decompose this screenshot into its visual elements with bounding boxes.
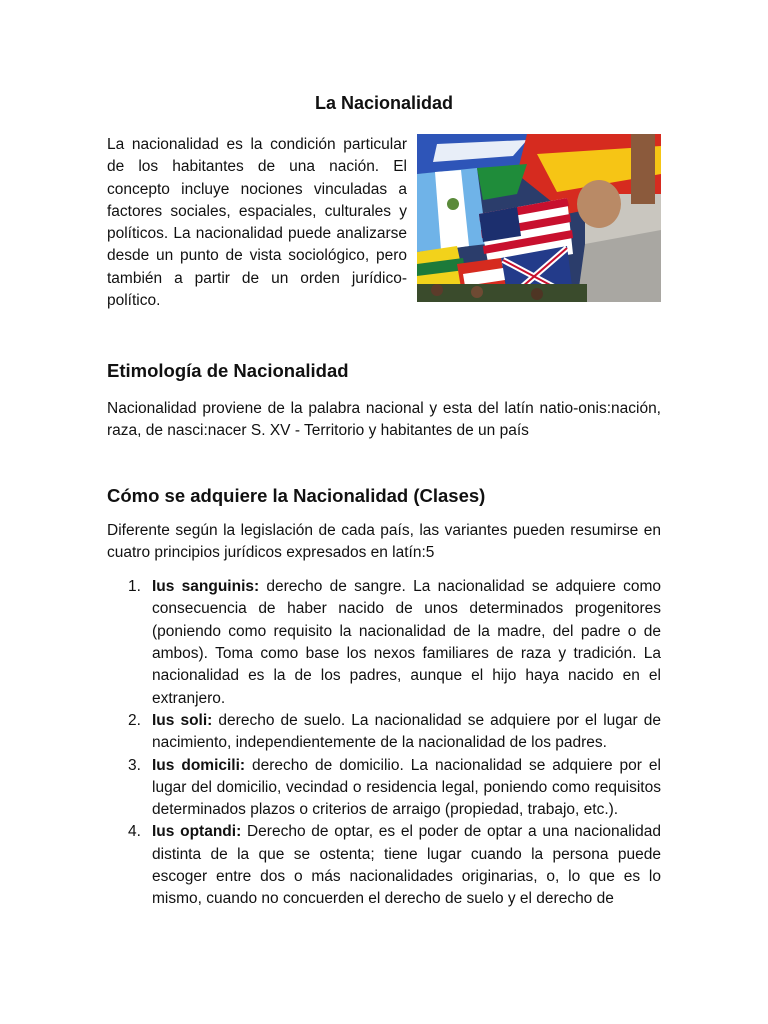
list-item (107, 576, 661, 710)
list-text: derecho de domicilio. La nacionalidad se adquiere por el lugar del domicilio, vecindad o residencia legal, poniendo como requisitos determinados plazos o criterios de arraigo (propiedad, trabajo, etc.). (152, 756, 661, 819)
section-paragraph-clases: Diferente según la legislación de cada país, las variantes pueden resumirse en cuatro principios jurídicos expresados en latín:5 (107, 521, 661, 561)
list-item (107, 710, 661, 755)
list-number: 2. (128, 711, 141, 729)
intro-block (107, 134, 661, 310)
list-term: Ius optandi: (152, 823, 242, 841)
section-heading-etimologia: Etimología de Nacionalidad (107, 360, 349, 381)
intro-paragraph: La nacionalidad es la condición particular de los habitantes de una nación. El concepto incluye nociones vinculadas a factores sociales, espaciales, culturales y políticos. La nacionalidad puede analizarse desde un punto de vista sociológico, pero también a partir de un orden jurídico-político. (107, 136, 407, 310)
list-term: Ius soli: (152, 711, 213, 729)
list-text: derecho de sangre. La nacionalidad se adquiere como consecuencia de haber nacido de unos determinados progenitores (poniendo como requisito la nacionalidad de la madre, del padre o de ambos). Toma como base los nexos familiares de raza y tradición. La nacionalidad es la de los padres, aunque el hijo haya nacido en el extranjero. (152, 578, 661, 707)
list-item (107, 755, 661, 822)
page-title: La Nacionalidad (314, 93, 454, 113)
list-term: Ius domicili: (152, 756, 246, 774)
list-item (107, 821, 661, 910)
list-text: derecho de suelo. La nacionalidad se adquiere por el lugar de nacimiento, independientemente de la nacionalidad de los padres. (152, 711, 661, 752)
list-number: 4. (128, 823, 141, 841)
list-number: 3. (128, 756, 141, 774)
list-number: 1. (128, 578, 141, 596)
section-heading-clases: Cómo se adquiere la Nacionalidad (Clases) (107, 484, 486, 506)
flags-illustration (417, 134, 661, 302)
principles-list (107, 576, 661, 910)
list-term: Ius sanguinis: (152, 578, 260, 596)
section-paragraph-etimologia: Nacionalidad proviene de la palabra nacional y esta del latín natio-onis:nación, raza, de nasci:nacer S. XV - Territorio y habitantes de un país (107, 400, 661, 440)
document-page (107, 90, 661, 911)
list-text: Derecho de optar, es el poder de optar a una nacionalidad distinta de la que se ostenta; tiene lugar cuando la persona puede escoger entre dos o más nacionalidades originarias, o, lo que es lo mismo, cuando no concuerden el derecho de suelo y el derecho de (152, 823, 661, 908)
flags-photo (417, 134, 661, 302)
